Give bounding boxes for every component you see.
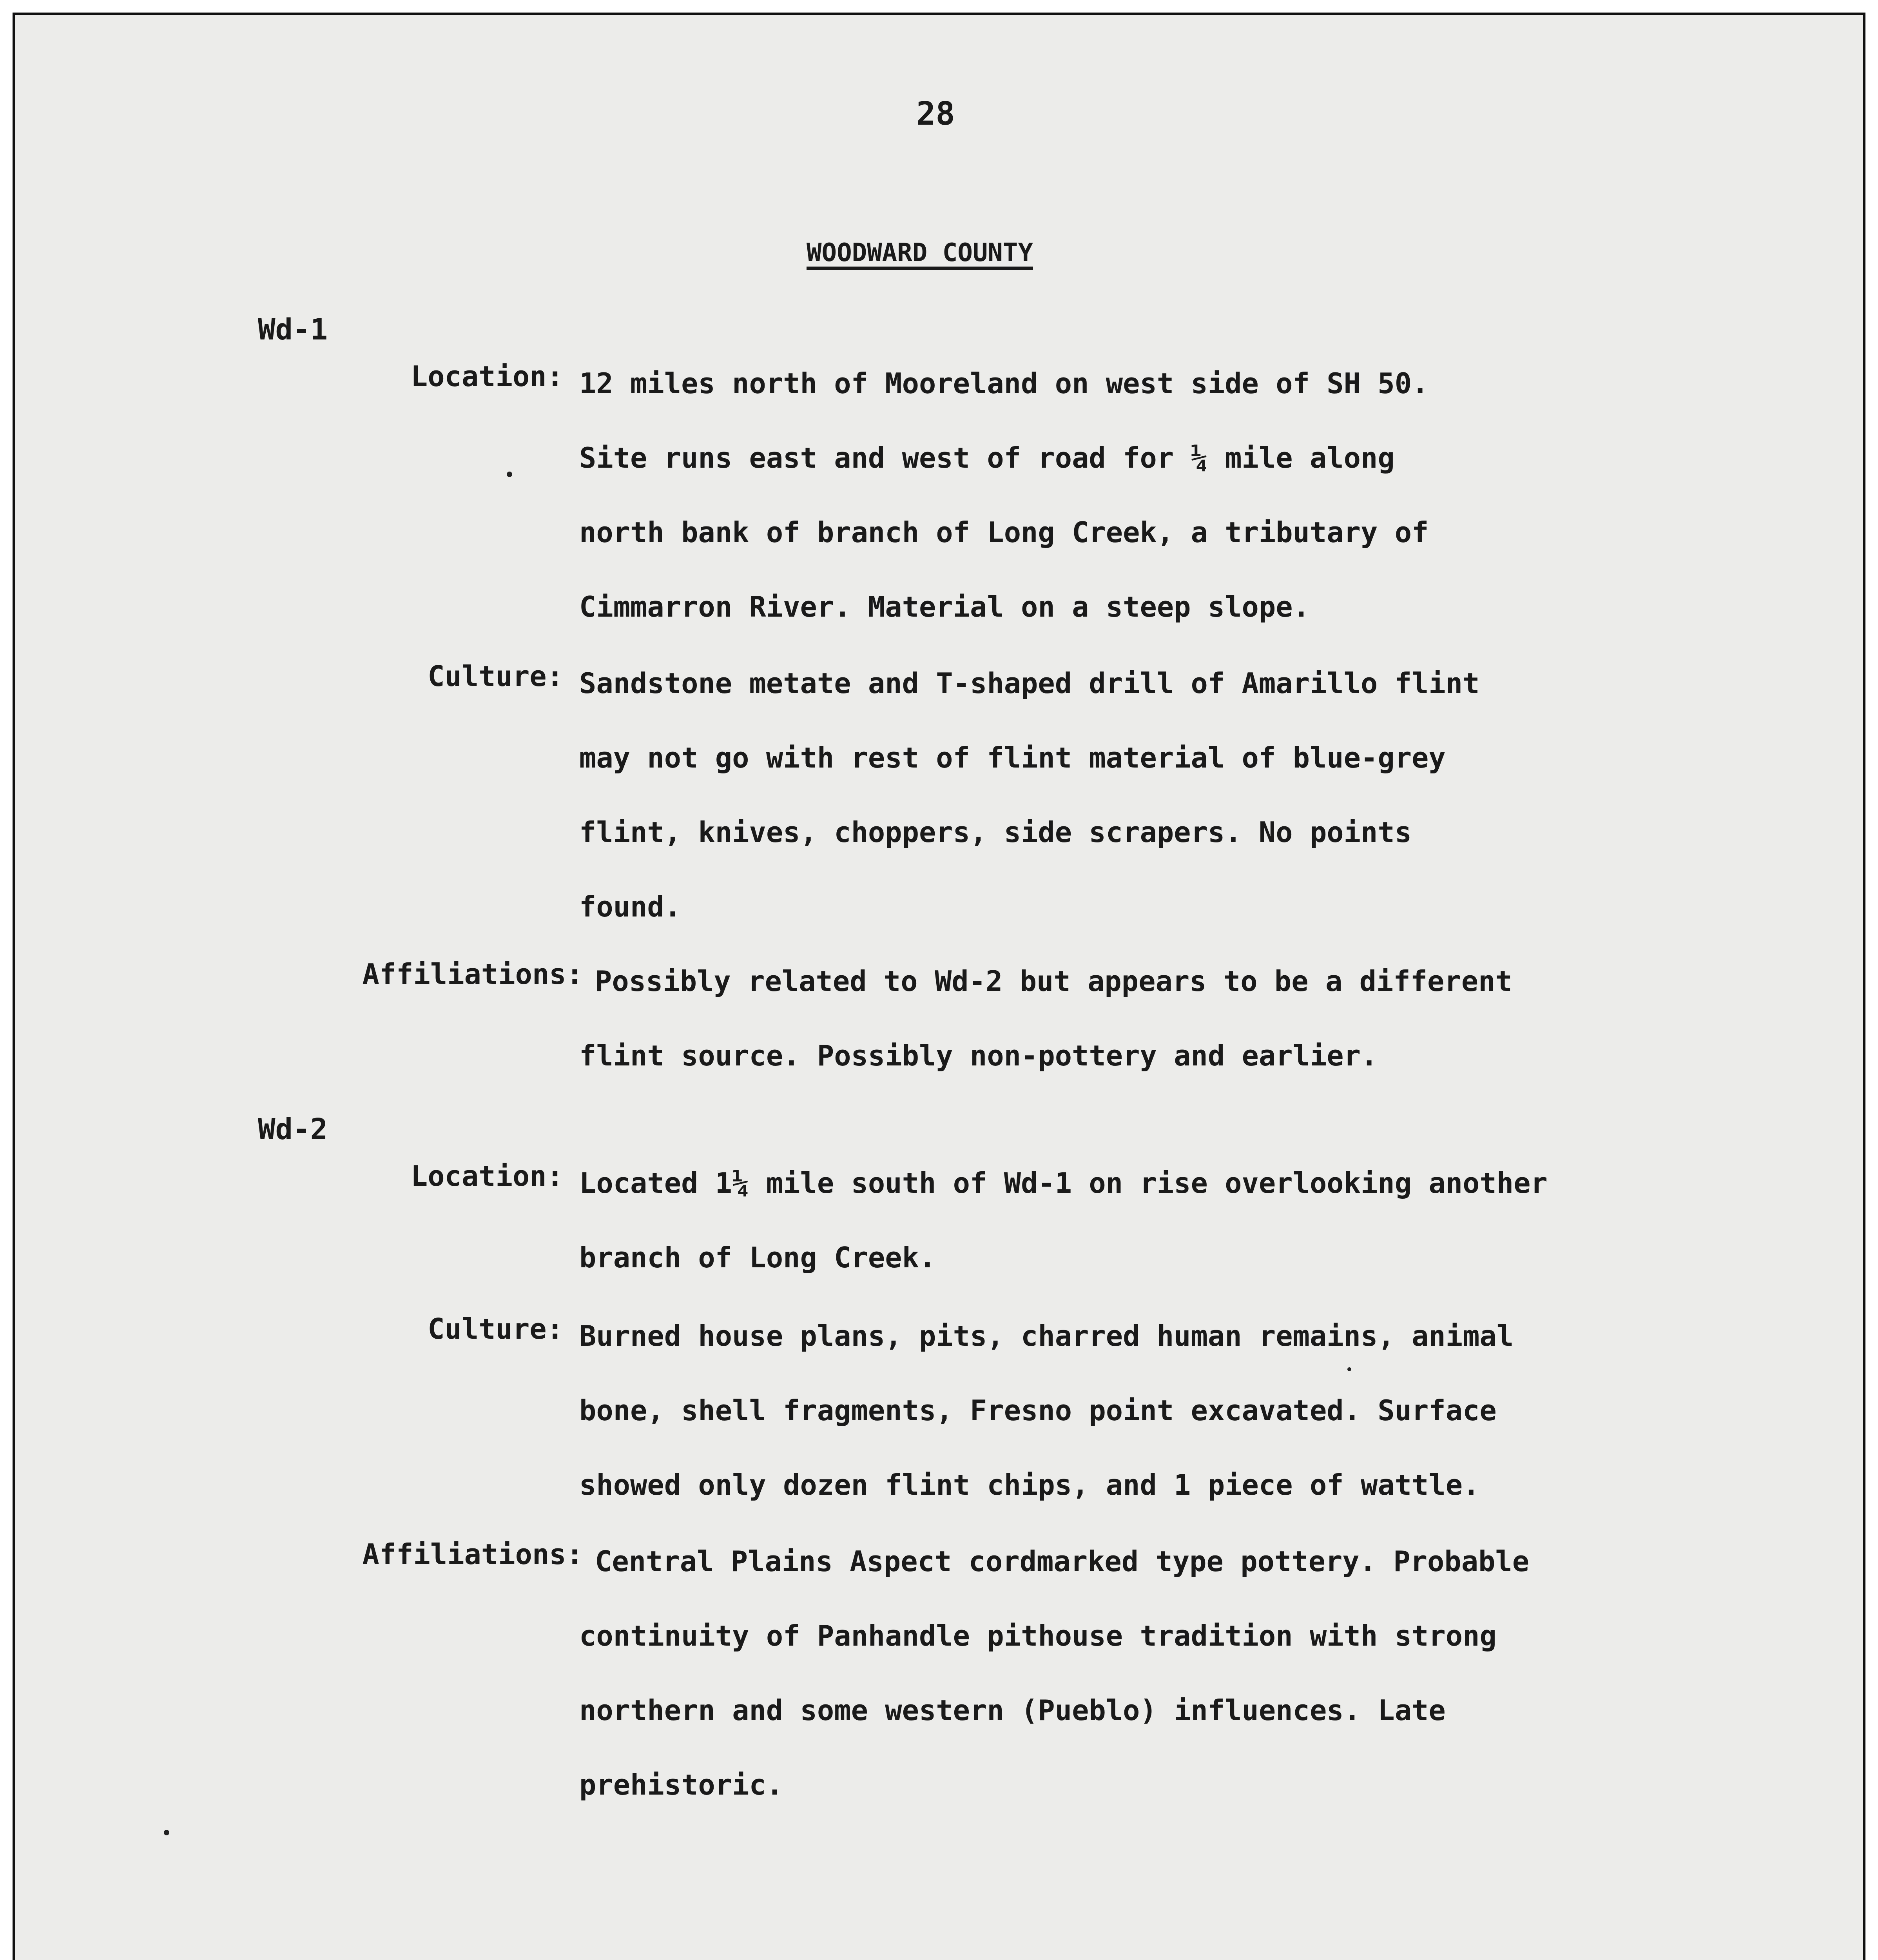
text-line: north bank of branch of Long Creek, a tributary of [579, 516, 1429, 549]
location-text [579, 1146, 1677, 1295]
scan-speck [1347, 1367, 1351, 1371]
location-text [579, 346, 1677, 644]
text-line: Site runs east and west of road for ¼ mile along [579, 441, 1395, 474]
culture-label: Culture: [428, 660, 564, 693]
text-line: found. [579, 890, 682, 923]
location-label: Location: [410, 1160, 564, 1192]
affiliations-text [579, 1524, 1692, 1822]
text-line: may not go with rest of flint material of blue-grey [579, 741, 1446, 774]
text-line: Possibly related to Wd-2 but appears to be a different [595, 965, 1512, 998]
text-line: Sandstone metate and T-shaped drill of Amarillo flint [579, 667, 1480, 700]
location-label: Location: [410, 360, 564, 393]
page-number: 28 [916, 95, 955, 132]
text-line: Central Plains Aspect cordmarked type pottery. Probable [595, 1545, 1530, 1578]
scan-speck [507, 472, 512, 477]
text-line: continuity of Panhandle pithouse tradition with strong [579, 1619, 1497, 1652]
culture-text [579, 1299, 1677, 1522]
affiliations-text [579, 944, 1692, 1093]
affiliations-label: Affiliations: [362, 958, 583, 991]
text-line: Burned house plans, pits, charred human remains, animal [579, 1319, 1514, 1352]
site-id-wd-1: Wd-1 [258, 313, 328, 347]
document-page [13, 13, 1865, 1960]
text-line: branch of Long Creek. [579, 1241, 936, 1274]
text-line: 12 miles north of Mooreland on west side of SH 50. [579, 367, 1429, 400]
site-id-wd-2: Wd-2 [258, 1112, 328, 1146]
text-line: showed only dozen flint chips, and 1 piece of wattle. [579, 1468, 1480, 1501]
county-heading: WOODWARD COUNTY [807, 238, 1033, 267]
culture-label: Culture: [428, 1312, 564, 1345]
culture-text [579, 646, 1677, 944]
text-line: northern and some western (Pueblo) influences. Late [579, 1694, 1446, 1727]
text-line: Located 1¼ mile south of Wd-1 on rise overlooking another [579, 1167, 1548, 1200]
text-line: flint, knives, choppers, side scrapers. No points [579, 816, 1412, 849]
text-line: bone, shell fragments, Fresno point excavated. Surface [579, 1394, 1497, 1427]
text-line: prehistoric. [579, 1768, 783, 1801]
text-line: Cimmarron River. Material on a steep slope. [579, 590, 1310, 623]
affiliations-label: Affiliations: [362, 1538, 583, 1571]
text-line: flint source. Possibly non-pottery and earlier. [579, 1039, 1378, 1072]
scan-speck [164, 1830, 169, 1835]
